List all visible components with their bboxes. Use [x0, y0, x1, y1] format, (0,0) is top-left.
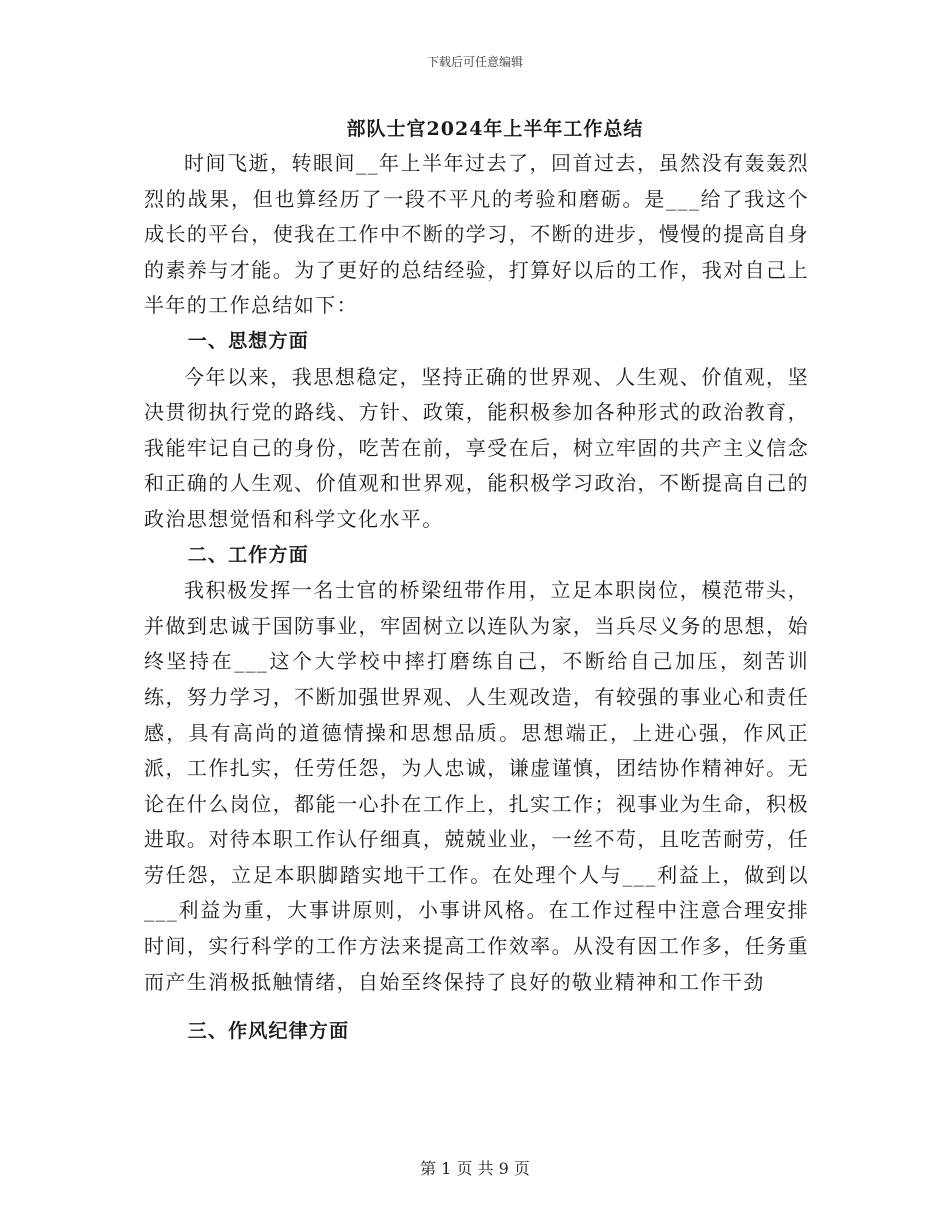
section-heading-discipline: 三、作风纪律方面 [187, 1020, 350, 1043]
header-note: 下载后可任意编辑 [426, 55, 523, 69]
page-number: 第 1 页 共 9 页 [420, 1159, 530, 1178]
intro-paragraph: 时间飞逝，转眼间__年上半年过去了，回首过去，虽然没有轰轰烈烈的战果，但也算经历了一段不平凡的考验和磨砺。是___给了我这个成长的平台，使我在工作中不断的学习，不断的进步，慢慢的提高自身的素养与才能。为了更好的总结经验，打算好以后的工作，我对自己上半年的工作总结如下： [144, 151, 809, 318]
section-heading-work: 二、工作方面 [187, 543, 309, 566]
section-heading-thought: 一、思想方面 [187, 329, 309, 352]
section-body-thought: 今年以来，我思想稳定，坚持正确的世界观、人生观、价值观，坚决贯彻执行党的路线、方针、政策，能积极参加各种形式的政治教育，我能牢记自己的身份，吃苦在前，享受在后，树立牢固的共产主义信念和正确的人生观、价值观和世界观，能积极学习政治，不断提高自己的政治思想觉悟和科学文化水平。 [144, 364, 809, 531]
document-body [144, 146, 809, 1050]
section-body-work: 我积极发挥一名士官的桥梁纽带作用，立足本职岗位，模范带头，并做到忠诚于国防事业，牢固树立以连队为家，当兵尽义务的思想，始终坚持在___这个大学校中摔打磨练自己，不断给自己加压，刻苦训练，努力学习，不断加强世界观、人生观改造，有较强的事业心和责任感，具有高尚的道德情操和思想品质。思想端正，上进心强，作风正派，工作扎实，任劳任怨，为人忠诚，谦虚谨慎，团结协作精神好。无论在什么岗位，都能一心扑在工作上，扎实工作；视事业为生命，积极进取。对待本职工作认仔细真，兢兢业业，一丝不苟，且吃苦耐劳，任劳任怨，立足本职脚踏实地干工作。在处理个人与___利益上，做到以___利益为重，大事讲原则，小事讲风格。在工作过程中注意合理安排时间，实行科学的工作方法来提高工作效率。从没有因工作多，任务重而产生消极抵触情绪，自始至终保持了良好的敬业精神和工作干劲 [144, 578, 809, 994]
document-title: 部队士官2024年上半年工作总结 [346, 118, 644, 140]
